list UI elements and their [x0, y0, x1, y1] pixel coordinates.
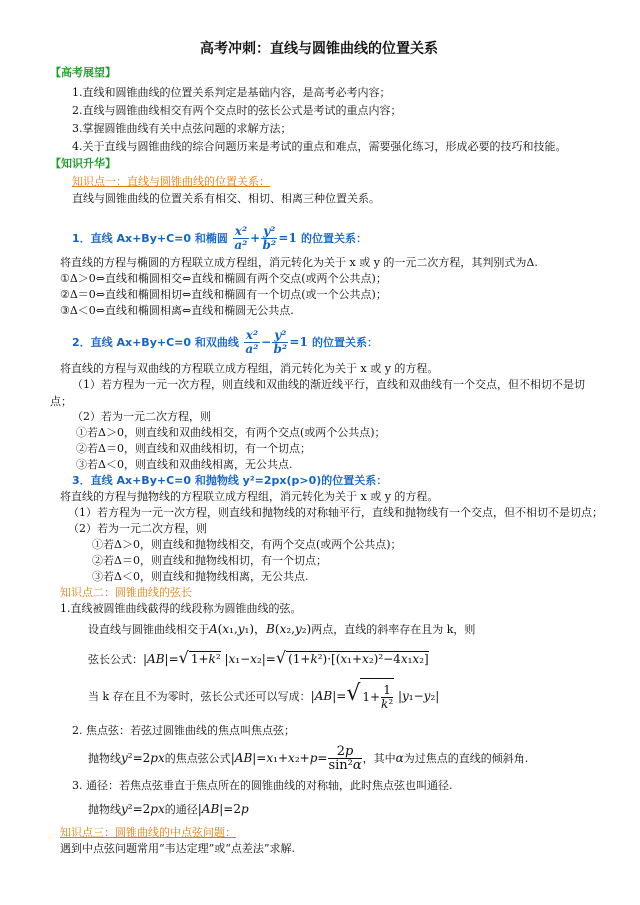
focal-mid: 的焦点弦公式: [164, 752, 231, 765]
hyperbola-case-3: ③若Δ＜0，则直线和双曲线相离，无公共点.: [76, 458, 293, 471]
ellipse-heading-post: 的位置关系：: [301, 232, 368, 245]
hyperbola-heading: [72, 326, 378, 359]
kp2-title: 知识点二：圆锥曲线的弦长: [60, 586, 192, 599]
focal-post: ，其中: [362, 752, 396, 765]
hyperbola-case-1: ①若Δ＞0，则直线和双曲线相交，有两个交点(或两个公共点)；: [76, 426, 386, 439]
chord-setup: [88, 620, 475, 639]
chord-formula: [88, 648, 429, 670]
hyperbola-case-quadratic: （2）若为一元二次方程，则: [72, 410, 211, 423]
focal-pre: 抛物线: [88, 752, 121, 765]
outlook-item-3: 3.掌握圆锥曲线有关中点弦问题的求解方法；: [72, 122, 292, 135]
kp1-intro: 直线与圆锥曲线的位置关系有相交、相切、相离三种位置关系。: [72, 192, 380, 205]
parabola-equation: y²=2px: [121, 751, 165, 765]
ellipse-equation: $\frac{\text{x²}}{\text{a²}}$ + $\frac{\text{y²}}{\text{b²}}$ =1: [234, 224, 302, 252]
latus-mid: 的通径: [164, 803, 198, 816]
kp3-desc: 遇到中点弦问题常用“韦达定理”或“点差法”求解.: [60, 842, 295, 855]
focal-chord-equation: |AB|=x₁+x₂+p= $\frac{2p}{\text{sin²α}}$: [230, 744, 362, 773]
focal-post-2: 为过焦点的直线的倾斜角.: [403, 752, 529, 765]
parabola-heading: 3．直线 Ax+By+C=0 和抛物线 y²=2px(p>0)的位置关系：: [72, 474, 388, 487]
ellipse-case-2: ②Δ＝0⇔直线和椭圆相切⇔直线和椭圆有一个切点(或一个公共点)；: [60, 288, 387, 301]
hyperbola-case-linear-1: （1）若方程为一元一次方程，则直线和双曲线的渐近线平行，直线和双曲线有一个交点，但不相切不是切: [72, 378, 585, 391]
ellipse-case-3: ③Δ＜0⇔直线和椭圆相离⇔直线和椭圆无公共点.: [60, 304, 294, 317]
parabola-case-quadratic: （2）若为一元二次方程，则: [68, 522, 207, 535]
parabola-case-3: ③若Δ＜0，则直线和抛物线相离，无公共点.: [92, 570, 309, 583]
parabola-case-linear: （1）若方程为一元一次方程，则直线和抛物线的对称轴平行，直线和抛物线有一个交点，但不相切不是切点；: [68, 506, 603, 519]
chord-setup-pre: 设直线与圆锥曲线相交于: [88, 623, 209, 636]
chord-alt-pre: 当 k 存在且不为零时，弦长公式还可以写成：: [88, 690, 311, 703]
chord-alt-equation: |AB|=√ 1+ $\frac{1}{\text{k²}}$ |y₁−y₂|: [311, 689, 440, 703]
hyperbola-desc: 将直线的方程与双曲线的方程联立成方程组，消元转化为关于 x 或 y 的方程。: [60, 362, 439, 375]
hyperbola-case-2: ②若Δ＝0，则直线和双曲线相切，有一个切点；: [76, 442, 311, 455]
outlook-item-4: 4.关于直线与圆锥曲线的综合问题历来是考试的重点和难点，需要强化练习，形成必要的技巧和技能。: [72, 140, 567, 153]
kp1-title: 知识点一：直线与圆锥曲线的位置关系：: [72, 175, 270, 188]
chord-alt-formula: [88, 676, 439, 715]
chord-definition: 1.直线被圆锥曲线截得的线段称为圆锥曲线的弦。: [60, 602, 302, 615]
page-title: 高考冲刺：直线与圆锥曲线的位置关系: [200, 41, 438, 57]
ellipse-heading: [72, 222, 367, 255]
hyperbola-heading-post: 的位置关系：: [312, 336, 379, 349]
ellipse-desc: 将直线的方程与椭圆的方程联立成方程组，消元转化为关于 x 或 y 的一元二次方程，其判别式为Δ.: [60, 256, 538, 269]
chord-formula-label: 弦长公式：: [88, 653, 143, 666]
latus-parabola-equation: y²=2px: [121, 802, 165, 816]
parabola-desc: 将直线的方程与抛物线的方程联立成方程组，消元转化为关于 x 或 y 的方程。: [60, 490, 439, 503]
hyperbola-heading-pre: 2．直线 Ax+By+C=0 和双曲线: [72, 336, 239, 349]
ellipse-case-1: ①Δ＞0⇔直线和椭圆相交⇔直线和椭圆有两个交点(或两个公共点)；: [60, 272, 387, 285]
hyperbola-equation: $\frac{\text{x²}}{\text{a²}}$ − $\frac{\text{y²}}{\text{b²}}$ =1: [245, 328, 313, 356]
chord-formula-equation: |AB|=√ 1+k² |x₁−x₂|=√ (1+k²)·[(x₁+x₂)²−4x₁x₂]: [143, 648, 429, 667]
section-heading-outlook: 【高考展望】: [50, 66, 116, 79]
kp3-title: 知识点三：圆锥曲线的中点弦问题：: [60, 826, 236, 839]
hyperbola-case-linear-2: 点；: [50, 395, 72, 408]
outlook-item-2: 2.直线与圆锥曲线相交有两个交点时的弦长公式是考试的重点内容；: [72, 104, 402, 117]
chord-setup-mid: 两点，直线的斜率存在且为 k，则: [311, 623, 476, 636]
latus-rectum-formula: [88, 800, 249, 819]
latus-pre: 抛物线: [88, 803, 121, 816]
focal-chord-formula: [88, 742, 528, 775]
parabola-case-2: ②若Δ＝0，则直线和抛物线相切，有一个切点；: [92, 554, 327, 567]
latus-rectum-title: 3. 通径：若焦点弦垂直于焦点所在的圆锥曲线的对称轴，此时焦点弦也叫通径.: [72, 779, 453, 792]
section-heading-knowledge: 【知识升华】: [50, 157, 116, 170]
chord-points-equation: A(x₁,y₁)，B(x₂,y₂): [209, 622, 312, 636]
ellipse-heading-pre: 1．直线 Ax+By+C=0 和椭圆: [72, 232, 228, 245]
alpha-symbol: α: [395, 751, 404, 765]
latus-equation: |AB|=2p: [197, 802, 249, 816]
parabola-case-1: ①若Δ＞0，则直线和抛物线相交，有两个交点(或两个公共点)；: [92, 538, 402, 551]
outlook-item-1: 1.直线和圆锥曲线的位置关系判定是基础内容，是高考必考内容；: [72, 86, 391, 99]
focal-chord-title: 2. 焦点弦：若弦过圆锥曲线的焦点叫焦点弦；: [72, 724, 295, 737]
